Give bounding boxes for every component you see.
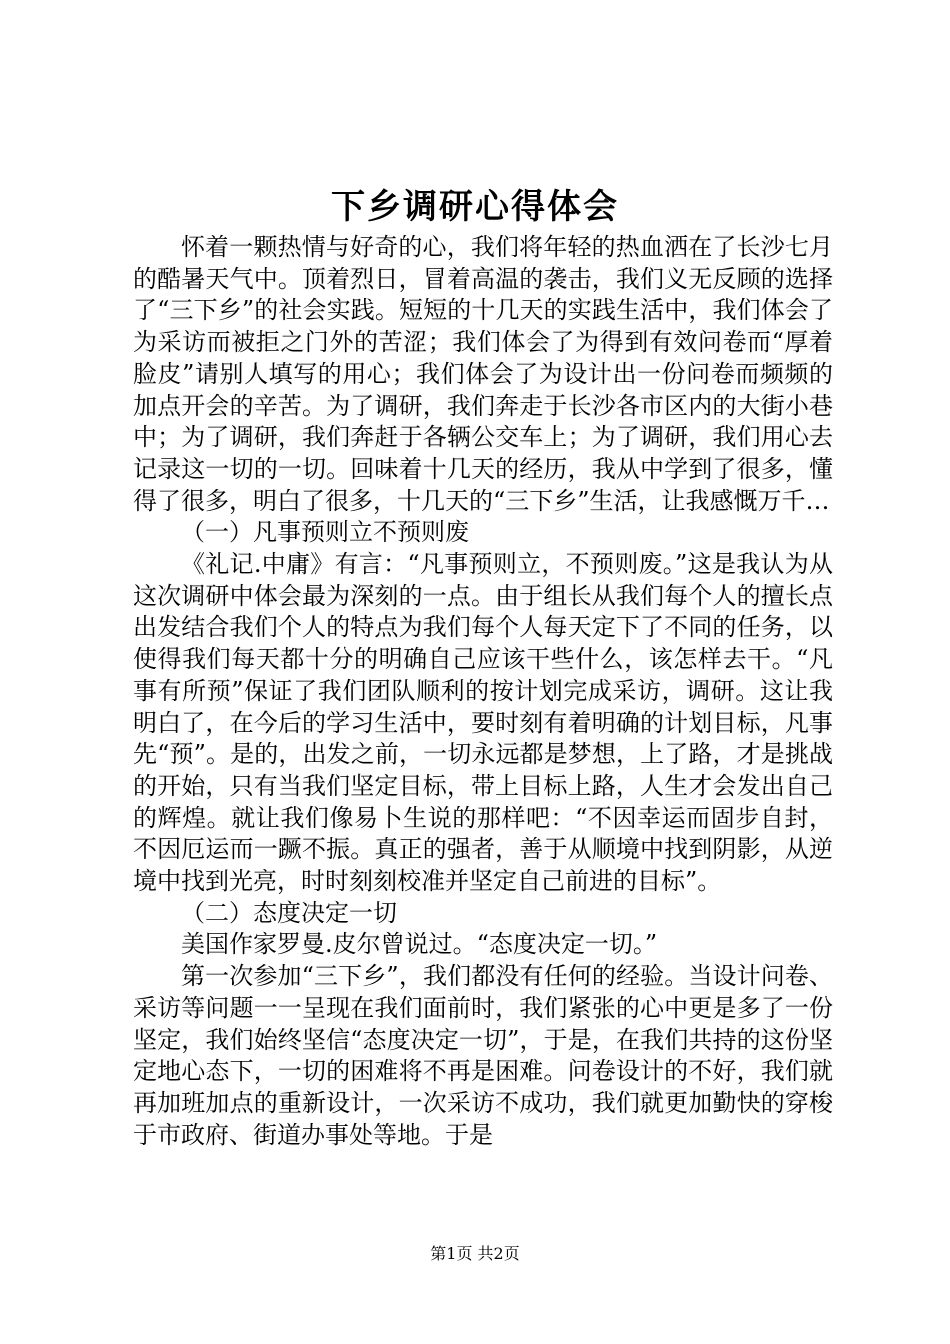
paragraph-intro: 怀着一颗热情与好奇的心，我们将年轻的热血洒在了长沙七月的酷暑天气中。顶着烈日，冒着高温的袭击，我们义无反顾的选择了“三下乡”的社会实践。短短的十几天的实践生活中，我们体会了为采访而被拒之门外的苦涩；我们体会了为得到有效问卷而“厚着脸皮”请别人填写的用心；我们体会了为设计出一份问卷而频频的加点开会的辛苦。为了调研，我们奔走于长沙各市区内的大街小巷中；为了调研，我们奔赶于各辆公交车上；为了调研，我们用心去记录这一切的一切。回味着十几天的经历，我从中学到了很多，懂得了很多，明白了很多，十几天的“三下乡”生活，让我感慨万千… xyxy=(133,233,833,515)
paragraph-section-2: 第一次参加“三下乡”，我们都没有任何的经验。当设计问卷、采访等问题一一呈现在我们面前时，我们紧张的心中更是多了一份坚定，我们始终坚信“态度决定一切”，于是，在我们共持的这份坚定地心态下，一切的困难将不再是困难。问卷设计的不好，我们就再加班加点的重新设计，一次采访不成功，我们就更加勤快的穿梭于市政府、街道办事处等地。于是 xyxy=(133,962,833,1149)
document-body xyxy=(133,232,833,1151)
section-heading-1: （一）凡事预则立不预则废 xyxy=(181,518,469,547)
section-heading-2: （二）态度决定一切 xyxy=(181,898,397,927)
paragraph-section-1: 《礼记.中庸》有言：“凡事预则立，不预则废。”这是我认为从这次调研中体会最为深刻的一点。由于组长从我们每个人的擅长点出发结合我们个人的特点为我们每个人每天定下了不同的任务，以使得我们每天都十分的明确自己应该干些什么，该怎样去干。“凡事有所预”保证了我们团队顺利的按计划完成采访，调研。这让我明白了，在今后的学习生活中，要时刻有着明确的计划目标，凡事先“预”。是的，出发之前，一切永远都是梦想，上了路，才是挑战的开始，只有当我们坚定目标，带上目标上路，人生才会发出自己的辉煌。就让我们像易卜生说的那样吧：“不因幸运而固步自封，不因厄运而一蹶不振。真正的强者，善于从顺境中找到阴影，从逆境中找到光亮，时时刻刻校准并坚定自己前进的目标”。 xyxy=(133,550,833,896)
document-title: 下乡调研心得体会 xyxy=(331,187,619,227)
paragraph-quote: 美国作家罗曼.皮尔曾说过。“态度决定一切。” xyxy=(181,930,658,959)
page-number-footer: 第1页 共2页 xyxy=(430,1244,520,1263)
